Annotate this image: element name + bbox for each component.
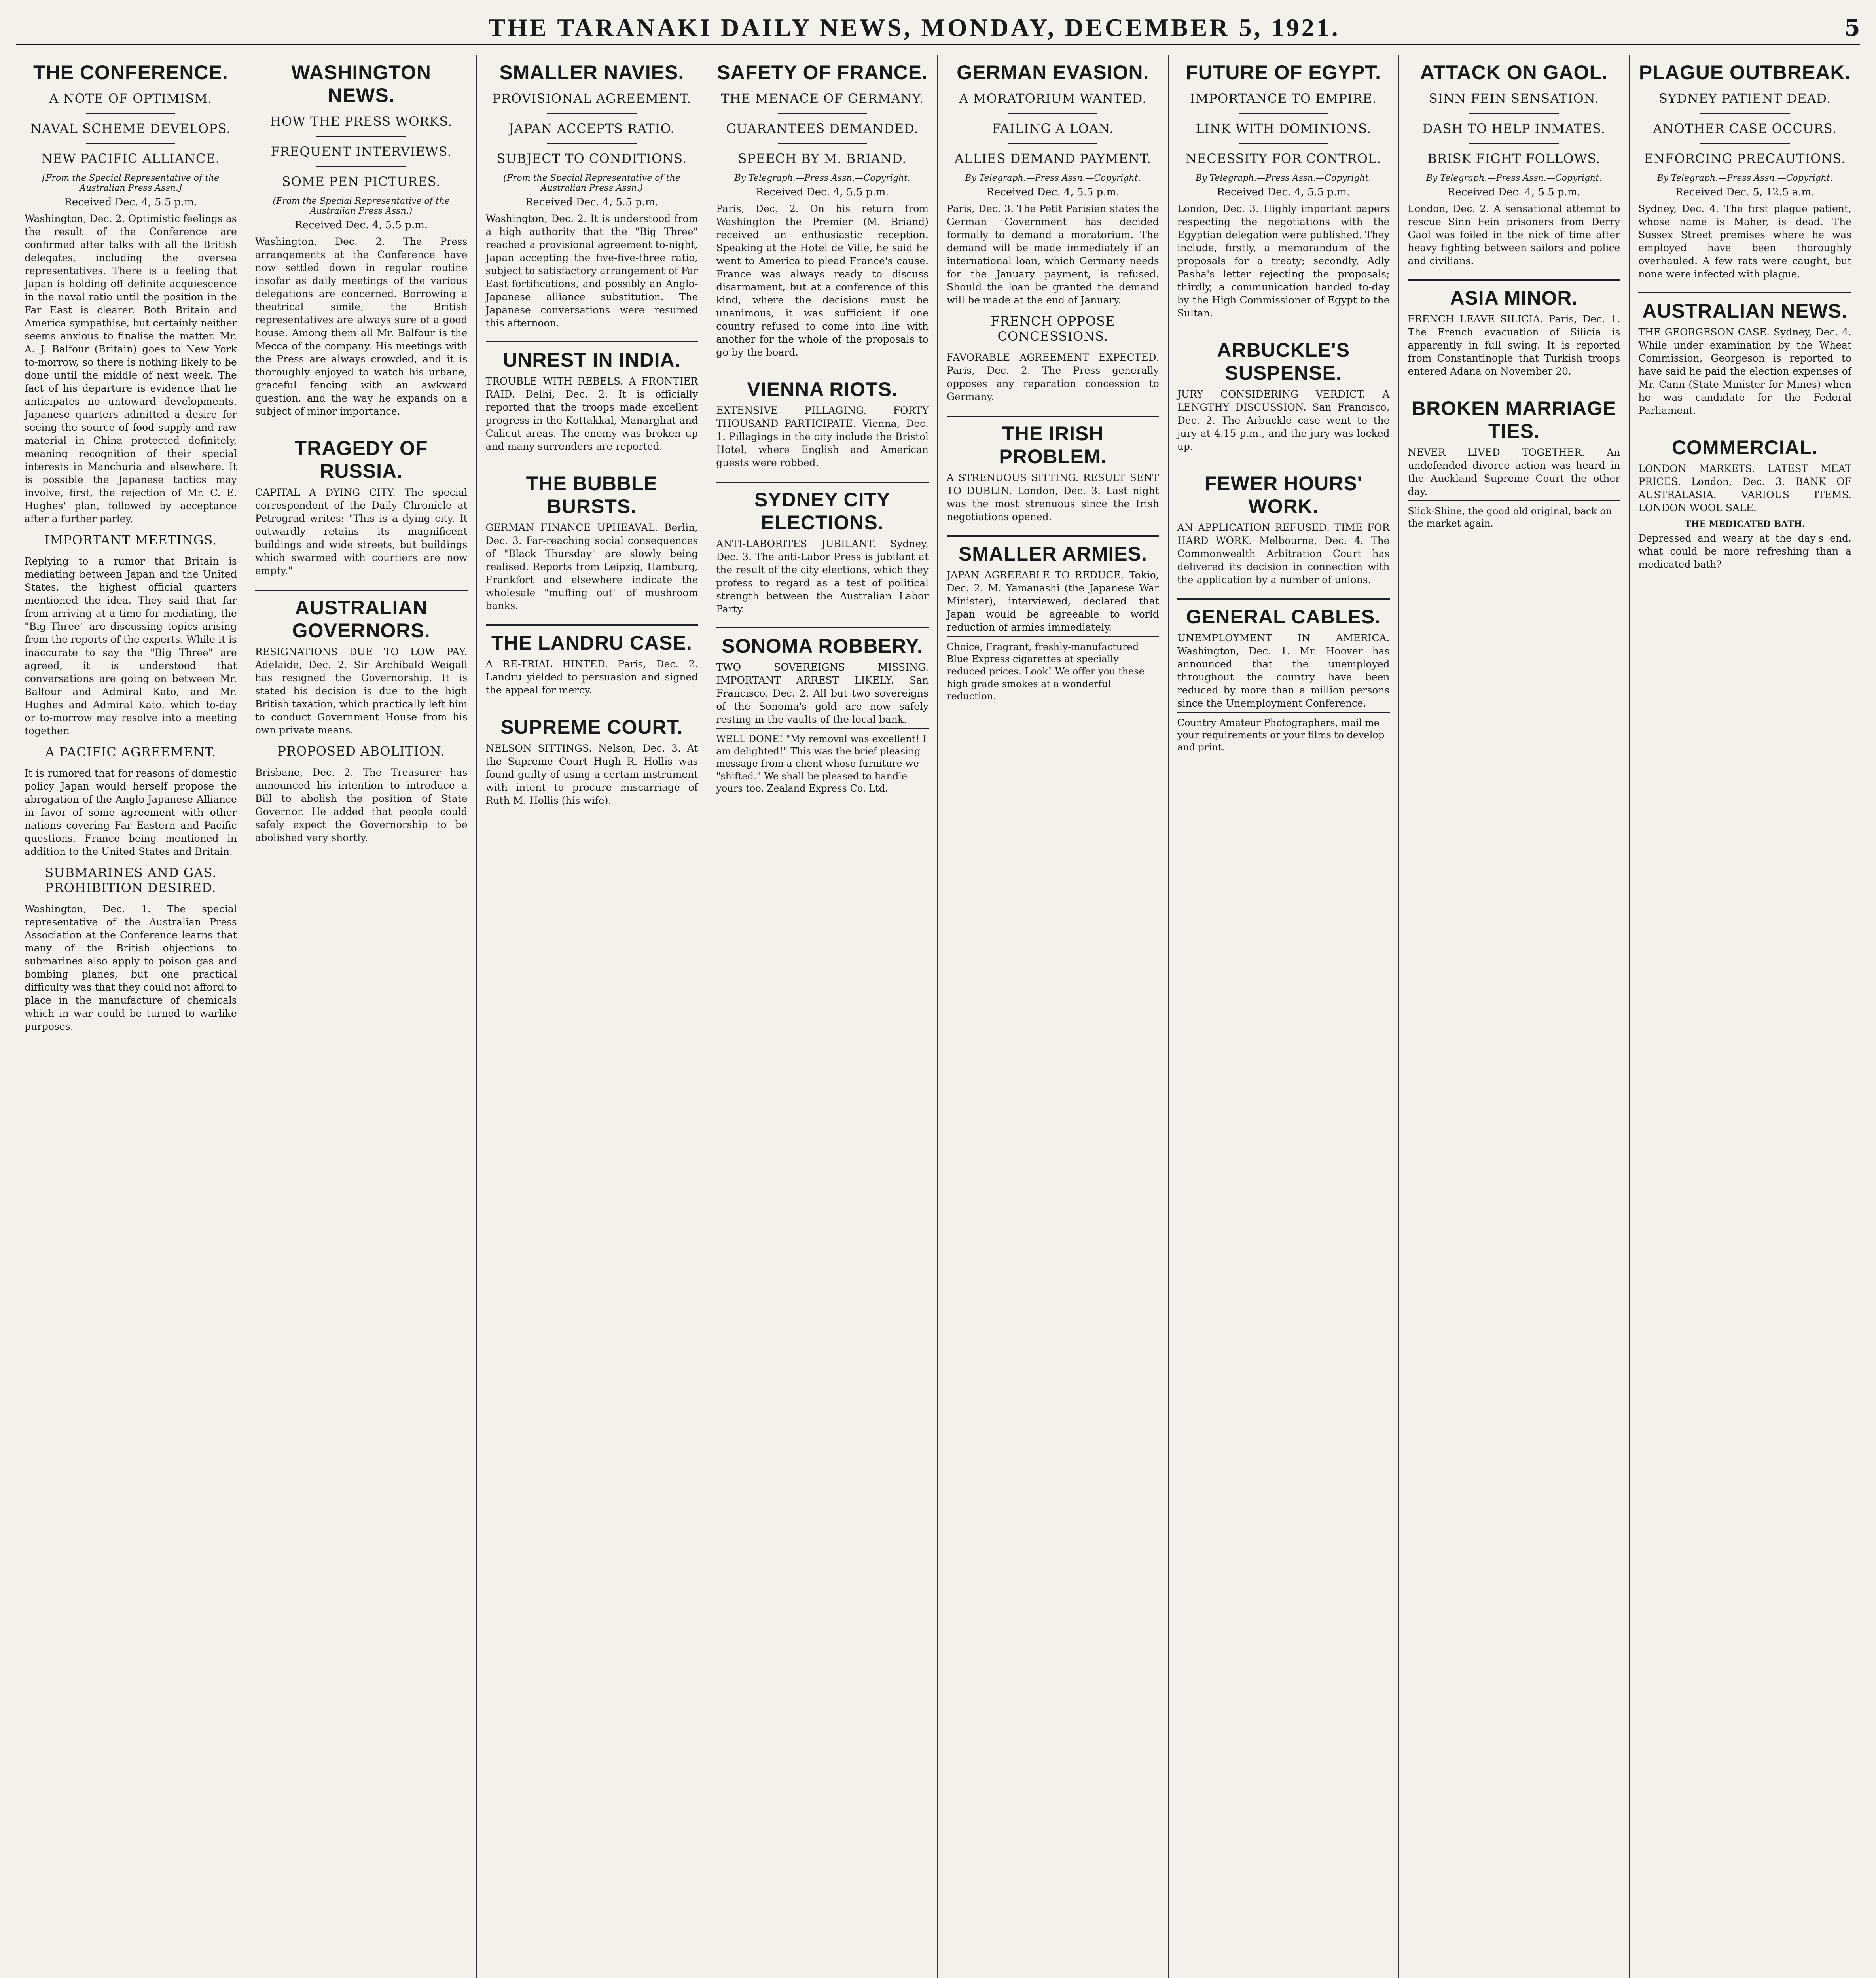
subheading: FREQUENT INTERVIEWS.	[271, 144, 452, 159]
received-line: Received Dec. 4, 5.5 p.m.	[525, 196, 658, 208]
article-body: CAPITAL A DYING CITY. The special correspondent of the Daily Chronicle at Petrograd writes: "This is a dying city. It outwardly retains its magnificent buildings and wide streets, but buildings which swarmed with courtiers are now empty."	[255, 487, 468, 576]
article-body: London, Dec. 2. A sensational attempt to rescue Sinn Fein prisoners from Derry Gaol was foiled in the nick of time after heavy fighting between sailors and police and civilians.	[1408, 203, 1620, 267]
headline: GERMAN EVASION.	[957, 61, 1149, 83]
article-body: Washington, Dec. 2. Optimistic feelings as the result of the Conference are confirmed after talks with all the British delegates, including the oversea representatives. There is a feeling that Japan is holding off definite acquiescence in the naval ratio until the position in the Far East is clearer. Both Britain and America sympathise, but certainly neither seems anxious to finalise the matter. Mr. A. J. Balfour (Britain) goes to New York to-morrow, so there is nothing likely to be done until the middle of next week. The fact of his departure is evidence that he anticipates no untoward developments. Japanese quarters admitted a desire for seeing the source of food supply and raw material in China protected definitely, meaning recognition of their special interests in Manchuria and elsewhere. It is possible the Japanese tactics may involve, first, the rejection of Mr. C. E. Hughes' plan, followed by acceptance after a further parley.	[25, 213, 237, 525]
article-body: FRENCH LEAVE SILICIA. Paris, Dec. 1. The French evacuation of Silicia is apparently in full swing. It is reported from Constantinople that Turkish troops entered Adana on November 20.	[1408, 313, 1620, 377]
article-body: GERMAN FINANCE UPHEAVAL. Berlin, Dec. 3. Far-reaching social consequences of "Black Thursday" are slowly being realised. Reports from Leipzig, Hamburg, Frankfort and elsewhere indicate the wholesale "muffing out" of mushroom banks.	[485, 522, 698, 612]
headline: ARBUCKLE'S SUSPENSE.	[1217, 339, 1350, 384]
headline: BROKEN MARRIAGE TIES.	[1411, 397, 1616, 442]
article-body: Washington, Dec. 1. The special representative of the Australian Press Association at the Conference learns that many of the British objections to submarines also apply to poison gas and bombing planes, but one practical difficulty was that they could not afford to place in the manufacture of chemicals which in war could be turned to warlike purposes.	[25, 903, 237, 1032]
headline: VIENNA RIOTS.	[747, 378, 898, 400]
headline: THE CONFERENCE.	[33, 61, 228, 83]
article-body: THE GEORGESON CASE. Sydney, Dec. 4. While under examination by the Wheat Commission, Georgeson is reported to have said he paid the election expenses of Mr. Cann (State Minister for Mines) when he was candidate for the Federal Parliament.	[1638, 326, 1851, 416]
headline: FUTURE OF EGYPT.	[1186, 61, 1381, 83]
headline: THE LANDRU CASE.	[491, 632, 692, 654]
subheading: GUARANTEES DEMANDED.	[726, 121, 919, 136]
received-line: Received Dec. 4, 5.5 p.m.	[295, 219, 428, 231]
article-body: AN APPLICATION REFUSED. TIME FOR HARD WORK. Melbourne, Dec. 4. The Commonwealth Arbitration Court has delivered its decision in connection with the application by a number of unions.	[1177, 522, 1390, 585]
subheading: SYDNEY PATIENT DEAD.	[1659, 91, 1831, 106]
article-body: FAVORABLE AGREEMENT EXPECTED. Paris, Dec. 2. The Press generally opposes any reparation concession to Germany.	[947, 352, 1159, 402]
subheading: HOW THE PRESS WORKS.	[270, 114, 453, 129]
headline: SMALLER NAVIES.	[499, 61, 684, 83]
news-columns	[16, 55, 1860, 1978]
article-body: London, Dec. 3. Highly important papers respecting the negotiations with the Egyptian delegation were published. They include, firstly, a memorandum of the proposals for a treaty; secondly, Adly Pasha's letter rejecting the proposals; thirdly, a communication handed to-day by the High Commissioner of Egypt to the Sultan.	[1177, 203, 1390, 319]
article-body: Paris, Dec. 3. The Petit Parisien states the German Government has decided formally to demand a moratorium. The demand will be made immediately if an international loan, which Germany needs for the January payment, is refused. Should the loan be granted the demand will be made at the end of January.	[947, 203, 1159, 306]
received-line: Received Dec. 5, 12.5 a.m.	[1675, 186, 1815, 198]
byline: By Telegraph.—Press Assn.—Copyright.	[1426, 173, 1602, 183]
advertisement: Slick-Shine, the good old original, back on the market again.	[1408, 500, 1620, 530]
subheading: ANOTHER CASE OCCURS.	[1653, 121, 1837, 136]
article-body: A STRENUOUS SITTING. RESULT SENT TO DUBLIN. London, Dec. 3. Last night was the most strenuous since the Irish negotiations opened.	[947, 472, 1159, 523]
subheading: PROVISIONAL AGREEMENT.	[492, 91, 692, 106]
headline: ASIA MINOR.	[1450, 287, 1578, 309]
article-body: A RE-TRIAL HINTED. Paris, Dec. 2. Landru yielded to persuasion and signed the appeal for mercy.	[485, 658, 698, 696]
article-body: RESIGNATIONS DUE TO LOW PAY. Adelaide, Dec. 2. Sir Archibald Weigall has resigned the Governorship. It is stated his decision is due to the high British taxation, which practically left him to conduct Government House from his own private means.	[255, 646, 468, 736]
page-number: 5	[1844, 14, 1860, 41]
subheading: SUBJECT TO CONDITIONS.	[496, 151, 687, 166]
headline: WASHINGTON NEWS.	[291, 61, 431, 106]
headline: SONOMA ROBBERY.	[722, 635, 923, 657]
received-line: Received Dec. 4, 5.5 p.m.	[1217, 186, 1350, 198]
column-smaller-navies	[477, 55, 708, 1978]
article-body: NEVER LIVED TOGETHER. An undefended divorce action was heard in the Auckland Supreme Court the other day.	[1408, 447, 1620, 497]
byline: (From the Special Representative of the Australian Press Assn.)	[503, 173, 680, 193]
headline: AUSTRALIAN NEWS.	[1642, 300, 1848, 322]
article-body: EXTENSIVE PILLAGING. FORTY THOUSAND PARTICIPATE. Vienna, Dec. 1. Pillagings in the city include the Bristol Hotel, where English and American guests were robbed.	[716, 405, 929, 468]
subheading: THE MENACE OF GERMANY.	[721, 91, 924, 106]
column-conference	[16, 55, 246, 1978]
article-body: Brisbane, Dec. 2. The Treasurer has announced his intention to introduce a Bill to abolish the position of State Governor. He added that people could safely expect the Governorship to be abolished very shortly.	[255, 767, 468, 843]
column-safety-of-france	[707, 55, 938, 1978]
subheading: NAVAL SCHEME DEVELOPS.	[30, 121, 231, 136]
article-body: UNEMPLOYMENT IN AMERICA. Washington, Dec. 1. Mr. Hoover has announced that the unemployed throughout the country have been reduced by more than a million persons since the Unemployment Conference.	[1177, 632, 1390, 709]
advertisement: Choice, Fragrant, freshly-manufactured Blue Express cigarettes at specially reduced prices. Look! We offer you these high grade smokes at a wonderful reduction.	[947, 636, 1159, 703]
article-body: ANTI-LABORITES JUBILANT. Sydney, Dec. 3. The anti-Labor Press is jubilant at the result of the city elections, which they profess to regard as a test of political strength between the Australian Labor Party.	[716, 538, 929, 615]
subheading: LINK WITH DOMINIONS.	[1196, 121, 1372, 136]
article-body: Washington, Dec. 2. The Press arrangements at the Conference have now settled down in regular routine insofar as daily meetings of the various delegations are concerned. Borrowing a theatrical simile, the British representatives are always sure of a good house. Among them all Mr. Balfour is the Mecca of the company. His meetings with the Press are always crowded, and it is thoroughly enjoyed to watch his urbane, graceful fencing with an awkward question, and the way he expands on a subject of minor importance.	[255, 236, 468, 417]
column-future-of-egypt	[1169, 55, 1399, 1978]
article-body: It is rumored that for reasons of domestic policy Japan would herself propose the abrogation of the Anglo-Japanese Alliance in favor of some agreement with other nations covering Far Eastern and Pacific questions. France being mentioned in addition to the United States and Britain.	[25, 767, 237, 857]
subheading: ENFORCING PRECAUTIONS.	[1644, 151, 1846, 166]
article-body: JURY CONSIDERING VERDICT. A LENGTHY DISCUSSION. San Francisco, Dec. 2. The Arbuckle case went to the jury at 4.15 p.m., and the jury was locked up.	[1177, 388, 1390, 452]
article-body: Replying to a rumor that Britain is mediating between Japan and the United States, the highest official quarters mentioned the idea. They said that far from arriving at a time for mediating, the "Big Three" are discussing topics arising from the reports of the experts. While it is inaccurate to say the "Big Three" are agreed, it is understood that conversations are going on between Mr. Balfour and Admiral Kato, and Mr. Hughes and Admiral Kato, which to-day or to-morrow may resolve into a meeting together.	[25, 555, 237, 737]
headline: SYDNEY CITY ELECTIONS.	[754, 489, 891, 534]
headline: TRAGEDY OF RUSSIA.	[294, 437, 428, 482]
byline: By Telegraph.—Press Assn.—Copyright.	[965, 173, 1141, 183]
received-line: Received Dec. 4, 5.5 p.m.	[756, 186, 889, 198]
headline: COMMERCIAL.	[1671, 436, 1818, 459]
subheading: A NOTE OF OPTIMISM.	[49, 91, 212, 106]
masthead	[16, 12, 1860, 45]
byline: [From the Special Representative of the Australian Press Assn.]	[42, 173, 220, 193]
headline: PLAGUE OUTBREAK.	[1639, 61, 1851, 83]
advertisement: WELL DONE! "My removal was excellent! I am delighted!" This was the brief pleasing message from a client whose furniture we "shifted." We shall be pleased to handle yours too. Zealand Express Co. Ltd.	[716, 728, 929, 795]
article-body: JAPAN AGREEABLE TO REDUCE. Tokio, Dec. 2. M. Yamanashi (the Japanese War Minister), interviewed, declared that Japan would be agreeable to world reduction of armies immediately.	[947, 569, 1159, 633]
headline: SMALLER ARMIES.	[958, 543, 1147, 565]
subheading: SUBMARINES AND GAS. PROHIBITION DESIRED.	[45, 865, 217, 895]
headline: ATTACK ON GAOL.	[1420, 61, 1608, 83]
article-body: LONDON MARKETS. LATEST MEAT PRICES. London, Dec. 3. BANK OF AUSTRALASIA. VARIOUS ITEMS. LONDON WOOL SALE.	[1638, 463, 1851, 513]
byline: By Telegraph.—Press Assn.—Copyright.	[1195, 173, 1372, 183]
headline: AUSTRALIAN GOVERNORS.	[292, 597, 430, 642]
headline: FEWER HOURS' WORK.	[1204, 472, 1362, 517]
column-attack-on-gaol	[1399, 55, 1630, 1978]
subheading: FAILING A LOAN.	[992, 121, 1114, 136]
received-line: Received Dec. 4, 5.5 p.m.	[1447, 186, 1580, 198]
subheading: A MORATORIUM WANTED.	[959, 91, 1147, 106]
subheading: SINN FEIN SENSATION.	[1429, 91, 1599, 106]
subheading: IMPORTANT MEETINGS.	[44, 532, 217, 548]
newspaper-title: THE TARANAKI DAILY NEWS, MONDAY, DECEMBER 5, 1921.	[488, 13, 1340, 42]
subheading: JAPAN ACCEPTS RATIO.	[508, 121, 675, 136]
article-body: NELSON SITTINGS. Nelson, Dec. 3. At the Supreme Court Hugh R. Hollis was found guilty of using a certain instrument with intent to procure miscarriage of Ruth M. Hollis (his wife).	[485, 743, 698, 806]
received-line: Received Dec. 4, 5.5 p.m.	[986, 186, 1120, 198]
subheading: NEW PACIFIC ALLIANCE.	[41, 151, 220, 166]
subheading: PROPOSED ABOLITION.	[277, 744, 445, 759]
subheading: BRISK FIGHT FOLLOWS.	[1427, 151, 1601, 166]
received-line: Received Dec. 4, 5.5 p.m.	[64, 196, 197, 208]
byline: (From the Special Representative of the Australian Press Assn.)	[273, 196, 450, 216]
subheading: THE MEDICATED BATH.	[1685, 519, 1805, 529]
column-plague-outbreak	[1630, 55, 1860, 1978]
byline: By Telegraph.—Press Assn.—Copyright.	[1657, 173, 1833, 183]
byline: By Telegraph.—Press Assn.—Copyright.	[734, 173, 910, 183]
headline: THE BUBBLE BURSTS.	[526, 472, 658, 517]
subheading: SPEECH BY M. BRIAND.	[738, 151, 907, 166]
article-body: TROUBLE WITH REBELS. A FRONTIER RAID. Delhi, Dec. 2. It is officially reported that the troops made excellent progress in the Kottakkal, Manarghat and Calicut areas. The enemy was broken up and many surrenders are reported.	[485, 375, 698, 452]
headline: SAFETY OF FRANCE.	[717, 61, 928, 83]
advertisement: Country Amateur Photographers, mail me your requirements or your films to develop and print.	[1177, 712, 1390, 754]
article-body: Depressed and weary at the day's end, what could be more refreshing than a medicated bath?	[1638, 532, 1851, 570]
article-body: TWO SOVEREIGNS MISSING. IMPORTANT ARREST LIKELY. San Francisco, Dec. 2. All but two sovereigns of the Sonoma's gold are now safely resting in the vaults of the local bank.	[716, 661, 929, 725]
subheading: SOME PEN PICTURES.	[282, 174, 441, 189]
subheading: IMPORTANCE TO EMPIRE.	[1190, 91, 1377, 106]
subheading: A PACIFIC AGREEMENT.	[45, 745, 216, 760]
subheading: DASH TO HELP INMATES.	[1422, 121, 1605, 136]
article-body: Sydney, Dec. 4. The first plague patient, whose name is Maher, is dead. The Sussex Street premises where he was employed have been thoroughly overhauled. A few rats were caught, but none were infected with plague.	[1638, 203, 1851, 280]
subheading: NECESSITY FOR CONTROL.	[1185, 151, 1381, 166]
headline: THE IRISH PROBLEM.	[999, 423, 1107, 468]
column-washington	[246, 55, 477, 1978]
subheading: FRENCH OPPOSE CONCESSIONS.	[991, 314, 1115, 344]
subheading: ALLIES DEMAND PAYMENT.	[954, 151, 1151, 166]
headline: UNREST IN INDIA.	[503, 349, 681, 371]
headline: GENERAL CABLES.	[1186, 606, 1381, 628]
article-body: Paris, Dec. 2. On his return from Washington the Premier (M. Briand) received an enthusiastic reception. Speaking at the Hotel de Ville, he said he went to America to plead France's cause. France was always ready to discuss disarmament, but at a conference of this kind, where the decisions must be unanimous, it was sufficient if one country refused to come into line with another for the whole of the proposals to go by the board.	[716, 203, 929, 358]
column-german-evasion	[938, 55, 1169, 1978]
article-body: Washington, Dec. 2. It is understood from a high authority that the "Big Three" reached a provisional agreement to-night, Japan accepting the five-five-three ratio, subject to satisfactory arrangement of Far East fortifications, and possibly an Anglo-Japanese alliance substitution. The Japanese conversations were resumed this afternoon.	[485, 213, 698, 329]
headline: SUPREME COURT.	[500, 716, 683, 738]
